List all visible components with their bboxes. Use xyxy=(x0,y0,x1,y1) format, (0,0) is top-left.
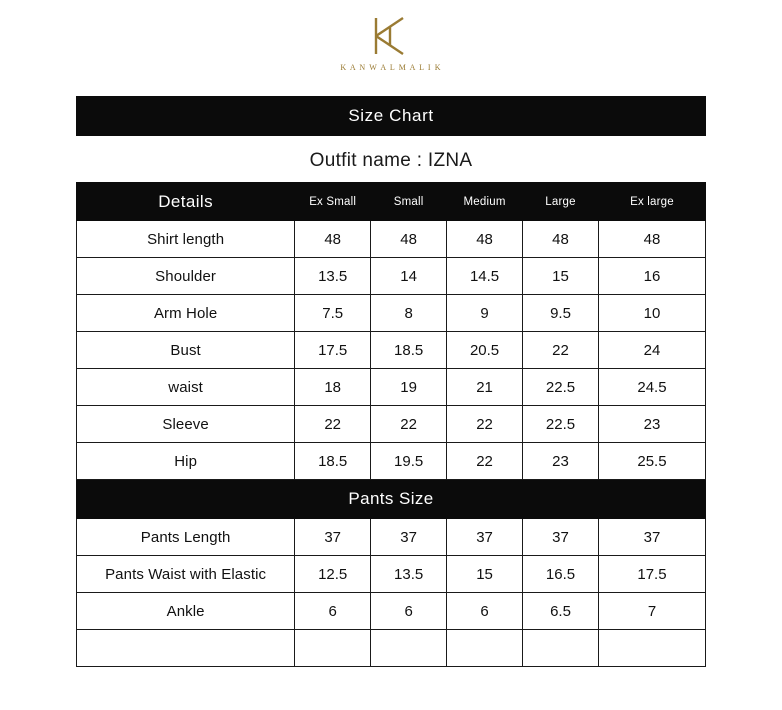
row-value: 22.5 xyxy=(523,406,599,443)
table-row xyxy=(77,406,706,443)
row-value: 21 xyxy=(447,369,523,406)
row-label: Arm Hole xyxy=(77,295,295,332)
row-value: 48 xyxy=(371,221,447,258)
row-value: 22 xyxy=(295,406,371,443)
row-value: 18 xyxy=(295,369,371,406)
row-value: 48 xyxy=(295,221,371,258)
header-details: Details xyxy=(77,183,295,221)
row-value: 23 xyxy=(598,406,705,443)
row-value: 22 xyxy=(447,443,523,480)
brand-name: K A N W A L M A L I K xyxy=(340,63,442,72)
row-value: 22 xyxy=(371,406,447,443)
kanwal-malik-monogram-icon xyxy=(369,14,413,58)
row-value: 14 xyxy=(371,258,447,295)
row-value: 10 xyxy=(598,295,705,332)
table-row xyxy=(77,295,706,332)
pants-size-title: Pants Size xyxy=(77,480,706,519)
row-value: 9.5 xyxy=(523,295,599,332)
row-value xyxy=(523,630,599,667)
chart-title: Size Chart xyxy=(76,96,706,136)
row-value: 16.5 xyxy=(523,556,599,593)
row-label: waist xyxy=(77,369,295,406)
row-label: Pants Waist with Elastic xyxy=(77,556,295,593)
row-value: 16 xyxy=(598,258,705,295)
row-value: 37 xyxy=(371,519,447,556)
row-label: Shoulder xyxy=(77,258,295,295)
row-value xyxy=(295,630,371,667)
row-value: 18.5 xyxy=(295,443,371,480)
row-value: 19.5 xyxy=(371,443,447,480)
row-value: 12.5 xyxy=(295,556,371,593)
row-value: 13.5 xyxy=(295,258,371,295)
pants-size-section-row xyxy=(77,480,706,519)
header-size-ex-large: Ex large xyxy=(598,183,705,221)
row-value: 48 xyxy=(523,221,599,258)
outfit-name: Outfit name : IZNA xyxy=(309,150,473,171)
row-label: Sleeve xyxy=(77,406,295,443)
table-row xyxy=(77,221,706,258)
row-value: 6 xyxy=(295,593,371,630)
table-row xyxy=(77,443,706,480)
row-value: 37 xyxy=(295,519,371,556)
row-value: 7 xyxy=(598,593,705,630)
size-table xyxy=(76,182,706,667)
row-label: Bust xyxy=(77,332,295,369)
row-value: 15 xyxy=(523,258,599,295)
row-value: 22 xyxy=(523,332,599,369)
table-row xyxy=(77,332,706,369)
row-value: 9 xyxy=(447,295,523,332)
row-value: 37 xyxy=(598,519,705,556)
header-size-ex-small: Ex Small xyxy=(295,183,371,221)
row-label: Shirt length xyxy=(77,221,295,258)
table-row-empty xyxy=(77,630,706,667)
row-value: 37 xyxy=(523,519,599,556)
table-header-row xyxy=(77,183,706,221)
row-value: 20.5 xyxy=(447,332,523,369)
row-label: Hip xyxy=(77,443,295,480)
row-label: Ankle xyxy=(77,593,295,630)
table-row xyxy=(77,593,706,630)
size-chart xyxy=(76,96,706,667)
row-value: 17.5 xyxy=(295,332,371,369)
row-value: 19 xyxy=(371,369,447,406)
table-row xyxy=(77,369,706,406)
row-value: 48 xyxy=(598,221,705,258)
header-size-medium: Medium xyxy=(447,183,523,221)
row-value xyxy=(447,630,523,667)
row-value: 24 xyxy=(598,332,705,369)
table-row xyxy=(77,556,706,593)
row-value: 6.5 xyxy=(523,593,599,630)
row-label: Pants Length xyxy=(77,519,295,556)
row-value: 6 xyxy=(371,593,447,630)
row-value: 14.5 xyxy=(447,258,523,295)
header-size-small: Small xyxy=(371,183,447,221)
row-value: 18.5 xyxy=(371,332,447,369)
row-value: 25.5 xyxy=(598,443,705,480)
row-value xyxy=(371,630,447,667)
row-value: 17.5 xyxy=(598,556,705,593)
table-row xyxy=(77,258,706,295)
row-value: 23 xyxy=(523,443,599,480)
row-value: 6 xyxy=(447,593,523,630)
row-value: 8 xyxy=(371,295,447,332)
row-value: 22.5 xyxy=(523,369,599,406)
row-value: 24.5 xyxy=(598,369,705,406)
row-value: 22 xyxy=(447,406,523,443)
row-value: 15 xyxy=(447,556,523,593)
brand-header xyxy=(0,0,782,72)
table-row xyxy=(77,519,706,556)
row-value: 13.5 xyxy=(371,556,447,593)
row-value: 7.5 xyxy=(295,295,371,332)
row-value: 48 xyxy=(447,221,523,258)
header-size-large: Large xyxy=(523,183,599,221)
row-label xyxy=(77,630,295,667)
row-value xyxy=(598,630,705,667)
row-value: 37 xyxy=(447,519,523,556)
